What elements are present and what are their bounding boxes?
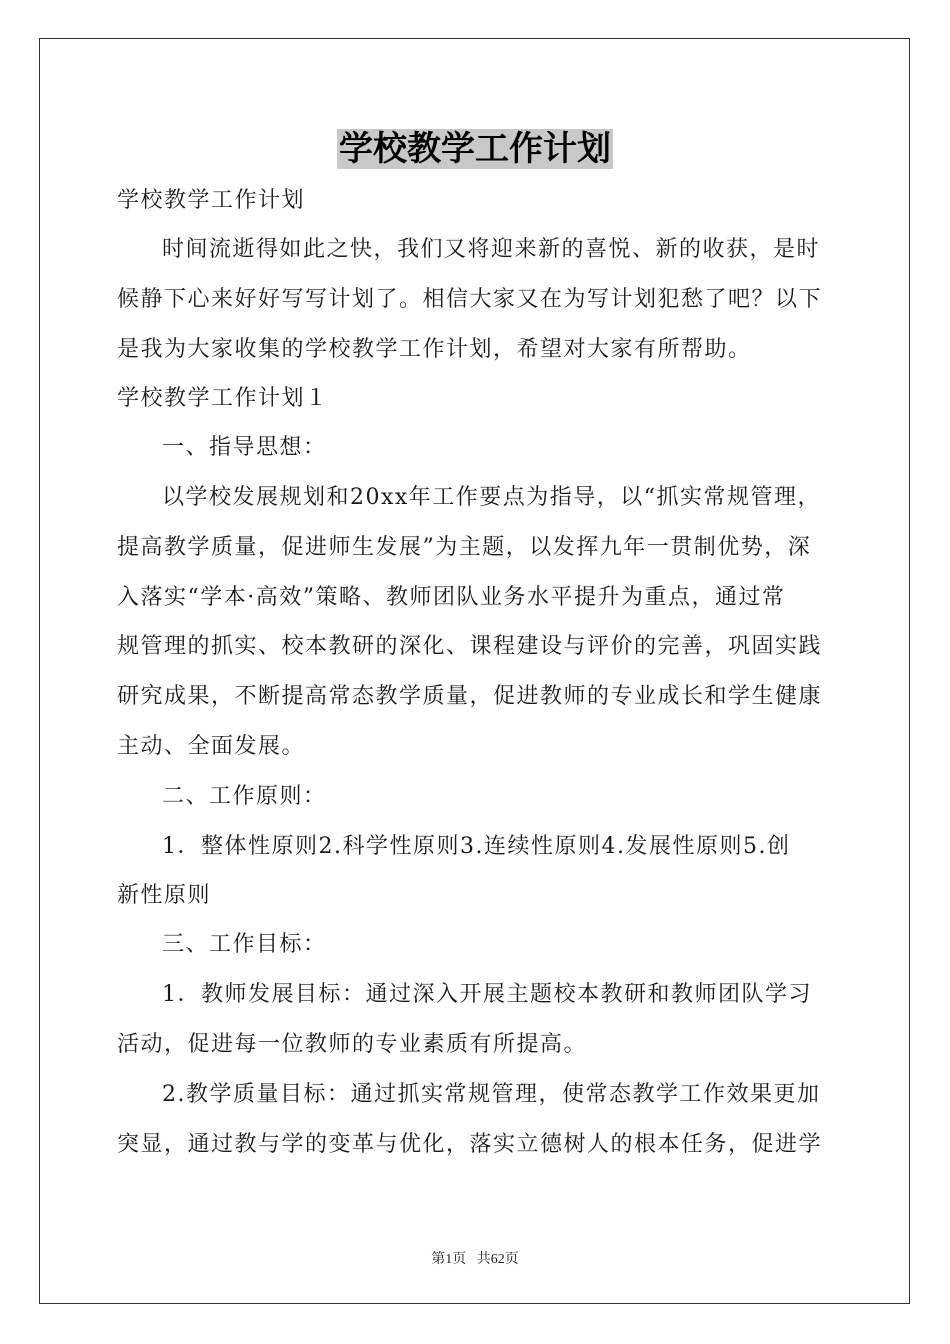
text-line: 新性原则 — [117, 883, 212, 908]
page-footer: 第1页 共62页 — [431, 1252, 519, 1267]
text-line: 时间流逝得如此之快，我们又将迎来新的喜悦、新的收获，是时 — [162, 237, 821, 262]
text-line: 1．教师发展目标：通过深入开展主题校本教研和教师团队学习 — [162, 982, 812, 1007]
text-line: 研究成果，不断提高常态教学质量，促进教师的专业成长和学生健康 — [117, 684, 823, 709]
text-line: 候静下心来好好写写计划了。相信大家又在为写计划犯愁了吧？以下 — [117, 287, 823, 312]
text-line: 突显，通过教与学的变革与优化，落实立德树人的根本任务，促进学 — [117, 1132, 823, 1157]
page-border — [39, 38, 910, 1304]
text-line: 三、工作目标： — [162, 932, 327, 957]
text-line: 一、指导思想： — [162, 435, 327, 460]
text-line: 主动、全面发展。 — [117, 734, 306, 759]
text-line: 活动，促进每一位教师的专业素质有所提高。 — [117, 1032, 588, 1057]
text-line: 2.教学质量目标：通过抓实常规管理，使常态教学工作效果更加 — [162, 1082, 821, 1107]
text-line: 学校教学工作计划１ — [117, 386, 329, 411]
text-line: 二、工作原则： — [162, 784, 327, 809]
text-line: 入落实“学本·高效”策略、教师团队业务水平提升为重点，通过常 — [117, 585, 786, 610]
text-line: 以学校发展规划和20xx年工作要点为指导，以“抓实常规管理， — [162, 485, 822, 510]
text-line: 1．整体性原则2.科学性原则3.连续性原则4.发展性原则5.创 — [162, 834, 791, 859]
document-title-text: 学校教学工作计划 — [339, 129, 611, 169]
text-line: 学校教学工作计划 — [117, 188, 306, 213]
document-title — [0, 126, 950, 172]
text-line: 规管理的抓实、校本教研的深化、课程建设与评价的完善，巩固实践 — [117, 634, 823, 659]
text-line: 是我为大家收集的学校教学工作计划，希望对大家有所帮助。 — [117, 337, 752, 362]
text-line: 提高教学质量，促进师生发展”为主题，以发挥九年一贯制优势，深 — [117, 535, 812, 560]
